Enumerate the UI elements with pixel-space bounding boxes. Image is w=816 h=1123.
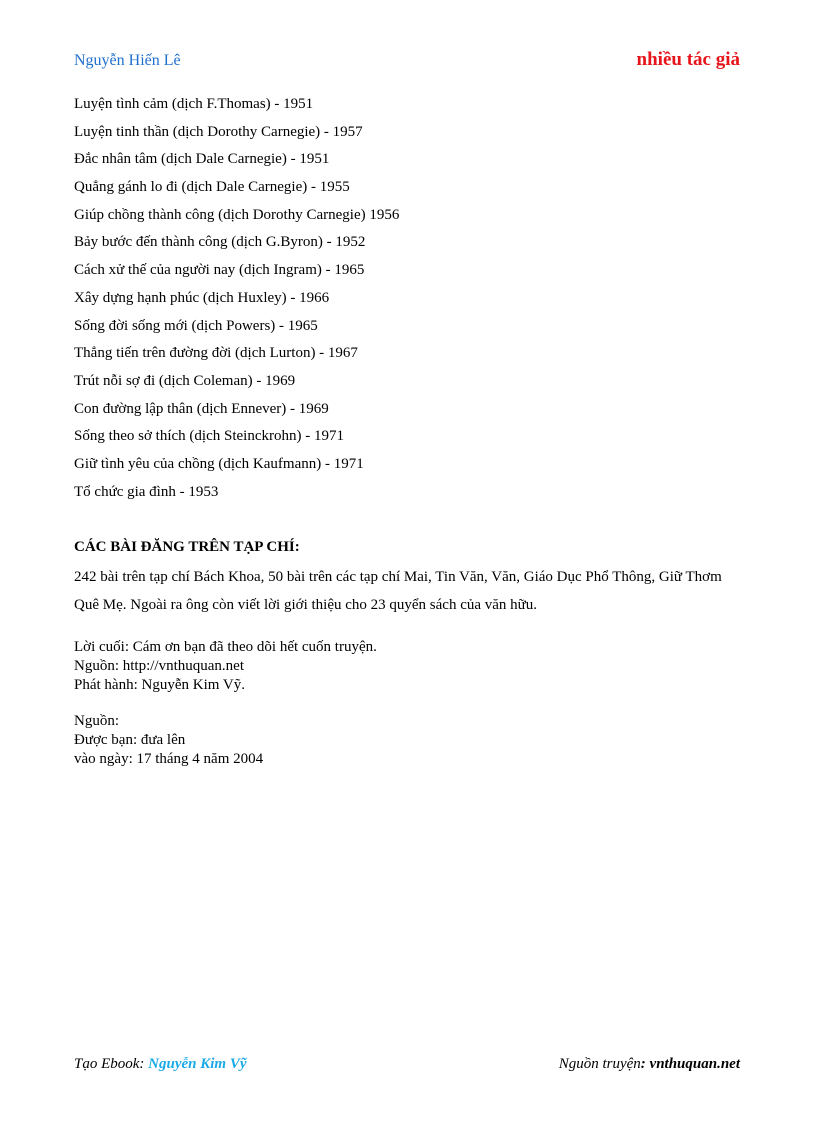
closing-publisher-line: Phát hành: Nguyễn Kim Vỹ. [74,677,245,693]
book-item: Thẳng tiến trên đường đời (dịch Lurton) - 1967 [74,345,358,362]
closing-notes [74,638,377,695]
book-list [74,94,399,509]
book-item: Cách xử thế của người nay (dịch Ingram) - 1965 [74,262,365,279]
articles-title: CÁC BÀI ĐĂNG TRÊN TẠP CHÍ: [74,539,300,555]
book-item: Tổ chức gia đình - 1953 [74,483,219,500]
footer-ebook-name: Nguyễn Kim Vỹ [148,1056,247,1072]
closing-line: Lời cuối: Cám ơn bạn đã theo dõi hết cuốn truyện. [74,639,377,655]
footer-source-credit [559,1056,740,1073]
book-item: Sống theo sở thích (dịch Steinckrohn) - 1971 [74,428,344,445]
footer-source-sep: : [640,1056,646,1072]
book-item: Trút nỗi sợ đi (dịch Coleman) - 1969 [74,372,296,389]
source-label: Nguồn: [74,713,119,729]
book-item: Bảy bước đến thành công (dịch G.Byron) - 1952 [74,234,366,251]
footer-source-label: Nguồn truyện [558,1056,641,1072]
book-item: Luyện tinh thần (dịch Dorothy Carnegie) - 1957 [74,123,363,140]
closing-source-line: Nguồn: http://vnthuquan.net [74,658,244,674]
header-collection: nhiều tác giả [636,49,740,70]
book-item: Đắc nhân tâm (dịch Dale Carnegie) - 1951 [74,151,330,168]
footer-ebook-sep: : [139,1056,145,1072]
book-item: Xây dựng hạnh phúc (dịch Huxley) - 1966 [74,289,330,306]
footer-ebook-label: Tạo Ebook [74,1056,140,1072]
uploader-line: Được bạn: đưa lên [74,732,186,748]
book-item: Con đường lập thân (dịch Ennever) - 1969 [74,400,329,417]
articles-body: 242 bài trên tạp chí Bách Khoa, 50 bài trên các tạp chí Mai, Tin Văn, Văn, Giáo Dục Phổ Thông, Giữ Thơm Quê Mẹ. Ngoài ra ông còn viết lời giới thiệu cho 23 quyển sách của văn hữu. [74,569,722,613]
book-item: Sống đời sống mới (dịch Powers) - 1965 [74,317,318,334]
source-info [74,712,263,769]
footer-source-site: vnthuquan.net [649,1056,740,1072]
book-item: Luyện tình cảm (dịch F.Thomas) - 1951 [74,96,314,112]
book-item: Giữ tình yêu của chồng (dịch Kaufmann) - 1971 [74,455,364,472]
book-item: Quẳng gánh lo đi (dịch Dale Carnegie) - 1955 [74,179,350,196]
footer-ebook-credit [74,1056,247,1073]
header-author: Nguyễn Hiến Lê [74,52,181,69]
book-item: Giúp chồng thành công (dịch Dorothy Carnegie) 1956 [74,206,400,223]
upload-date-line: vào ngày: 17 tháng 4 năm 2004 [74,751,264,767]
